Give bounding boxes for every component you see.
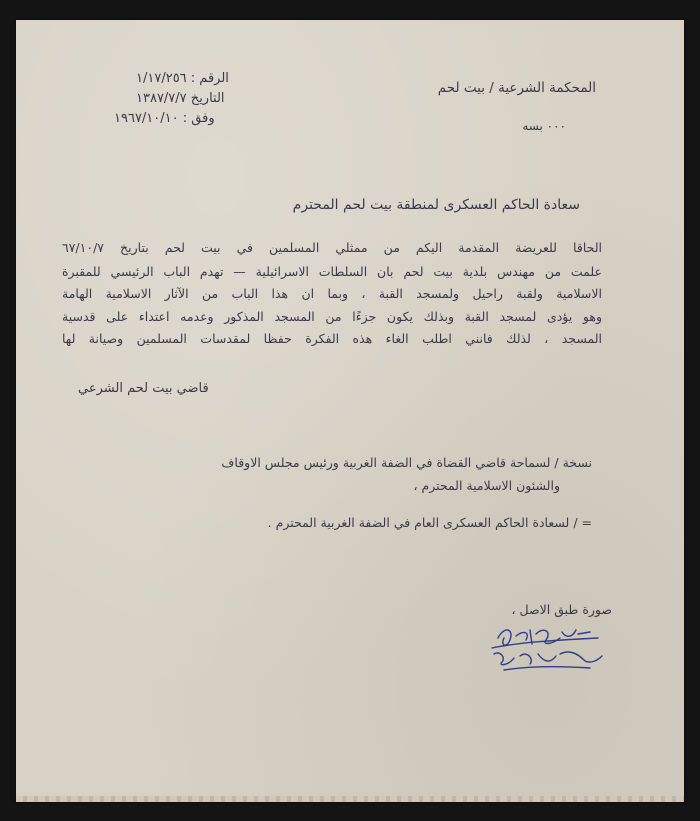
body-line-2: علمت من مهندس بلدية بيت لحم بان السلطات الاسرائيلية — تهدم الباب الرئيسي للمقبرة — [62, 264, 602, 279]
body-line-1: الحاقا للعريضة المقدمة اليكم من ممثلي المسلمين في بيت لحم بتاريخ ٦٧/١٠/٧ — [62, 240, 602, 255]
addressee: سعادة الحاكم العسكرى لمنطقة بيت لحم المحترم — [292, 197, 580, 213]
gregorian-date-label: وفق : — [182, 111, 215, 126]
reference-line — [136, 72, 229, 85]
signature-title: قاضي بيت لحم الشرعي — [78, 381, 209, 396]
handwritten-signature — [480, 620, 610, 680]
cc-line-3: = / لسعادة الحاكم العسكرى العام في الضفة الغربية المحترم . — [267, 515, 592, 530]
body-line-3: الاسلامية ولقبة راحيل ولمسجد القبة ، وبما ان هذا الباب من الآثار الاسلامية الهامة — [62, 286, 602, 301]
reference-value: ١/١٧/٢٥٦ — [136, 71, 187, 86]
body-line-4: وهو يؤدى لمسجد القبة وبذلك يكون جزءًا من المسجد المذكور وعدمه اعتداء على قدسية — [62, 309, 602, 324]
cc-line-2: والشئون الاسلامية المحترم ، — [413, 478, 560, 493]
gregorian-date-value: ١٩٦٧/١٠/١٠ — [114, 111, 179, 126]
opening-dots: ٠٠٠ بسه — [522, 119, 566, 133]
gregorian-date-line — [114, 112, 215, 125]
court-name: المحكمة الشرعية / بيت لحم — [437, 80, 596, 96]
document-page — [16, 20, 684, 802]
reference-label: الرقم : — [190, 71, 229, 86]
hijri-date-value: ١٣٨٧/٧/٧ — [136, 91, 187, 106]
signature-caption — [496, 660, 503, 661]
body-line-5: المسجد ، لذلك فانني اطلب الغاء هذه الفكرة حفظا لمقدسات المسلمين وصيانة لها — [62, 331, 602, 346]
certification-label: صورة طبق الاصل ، — [511, 602, 612, 617]
hijri-date-label: التاريخ — [190, 91, 225, 106]
cc-line-1: نسخة / لسماحة قاضي القضاة في الضفة الغربية ورئيس مجلس الاوقاف — [221, 455, 592, 470]
hijri-date-line — [136, 92, 225, 105]
